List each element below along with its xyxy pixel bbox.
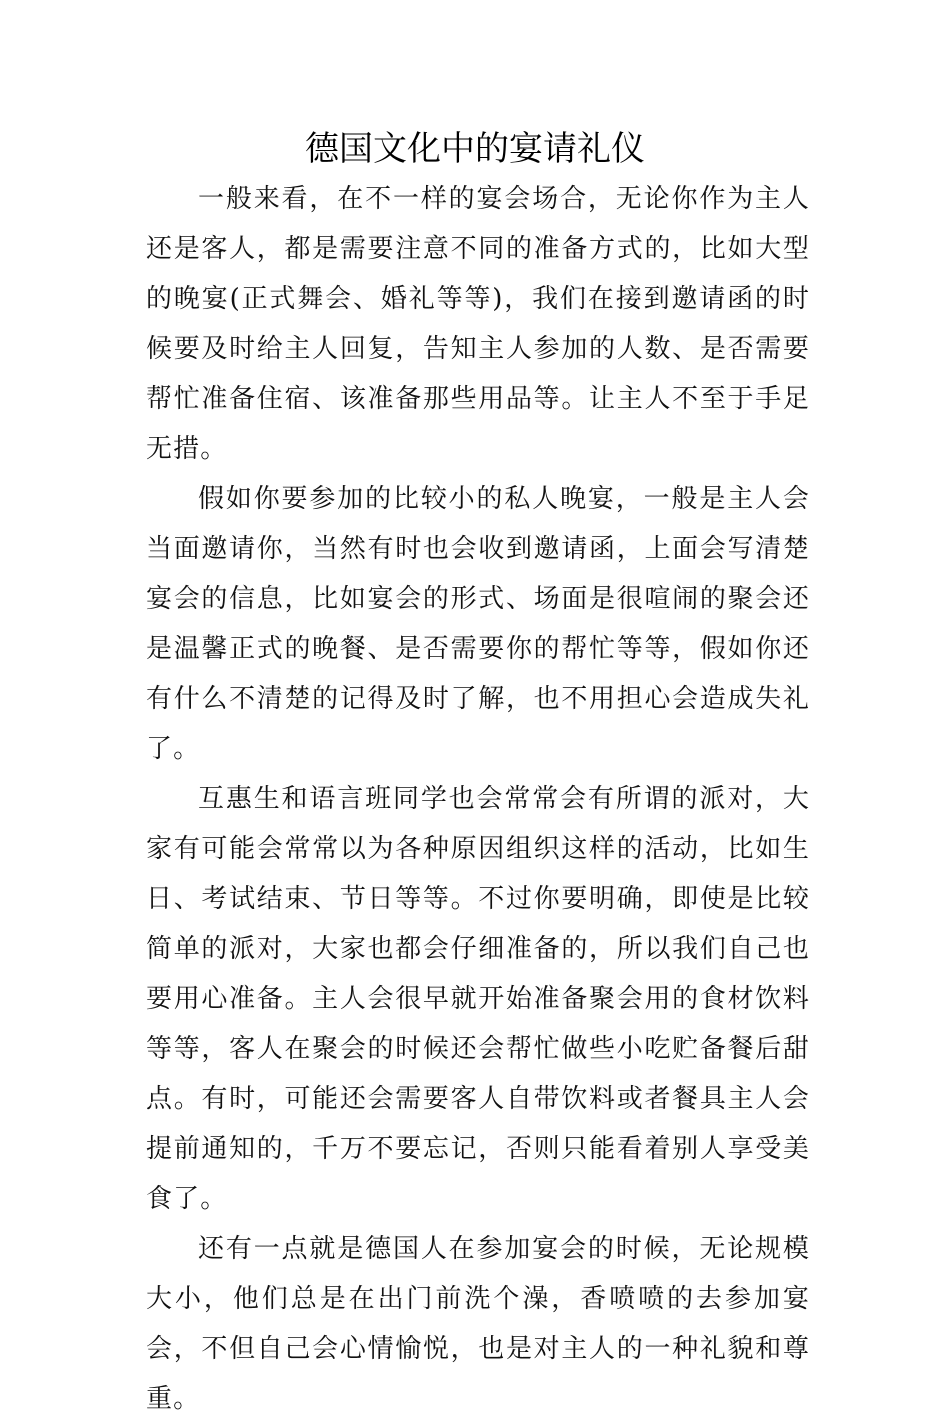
paragraph-1: 一般来看，在不一样的宴会场合，无论你作为主人还是客人，都是需要注意不同的准备方式的，比如大型的晚宴(正式舞会、婚礼等等)，我们在接到邀请函的时候要及时给主人回复，告知主人参加的人数、是否需要帮忙准备住宿、该准备那些用品等。让主人不至于手足无措。 <box>146 184 810 464</box>
paragraph-2: 假如你要参加的比较小的私人晚宴，一般是主人会当面邀请你，当然有时也会收到邀请函，上面会写清楚宴会的信息，比如宴会的形式、场面是很喧闹的聚会还是温馨正式的晚餐、是否需要你的帮忙等等，假如你还有什么不清楚的记得及时了解，也不用担心会造成失礼了。 <box>146 484 810 764</box>
document-body <box>146 174 810 1424</box>
paragraph-4: 还有一点就是德国人在参加宴会的时候，无论规模大小，他们总是在出门前洗个澡，香喷喷的去参加宴会，不但自己会心情愉悦，也是对主人的一种礼貌和尊重。 <box>146 1234 810 1414</box>
document-title: 德国文化中的宴请礼仪 <box>305 129 645 169</box>
paragraph-3: 互惠生和语言班同学也会常常会有所谓的派对，大家有可能会常常以为各种原因组织这样的活动，比如生日、考试结束、节日等等。不过你要明确，即使是比较简单的派对，大家也都会仔细准备的，所以我们自己也要用心准备。主人会很早就开始准备聚会用的食材饮料等等，客人在聚会的时候还会帮忙做些小吃贮备餐后甜点。有时，可能还会需要客人自带饮料或者餐具主人会提前通知的，千万不要忘记，否则只能看着别人享受美食了。 <box>146 784 810 1214</box>
